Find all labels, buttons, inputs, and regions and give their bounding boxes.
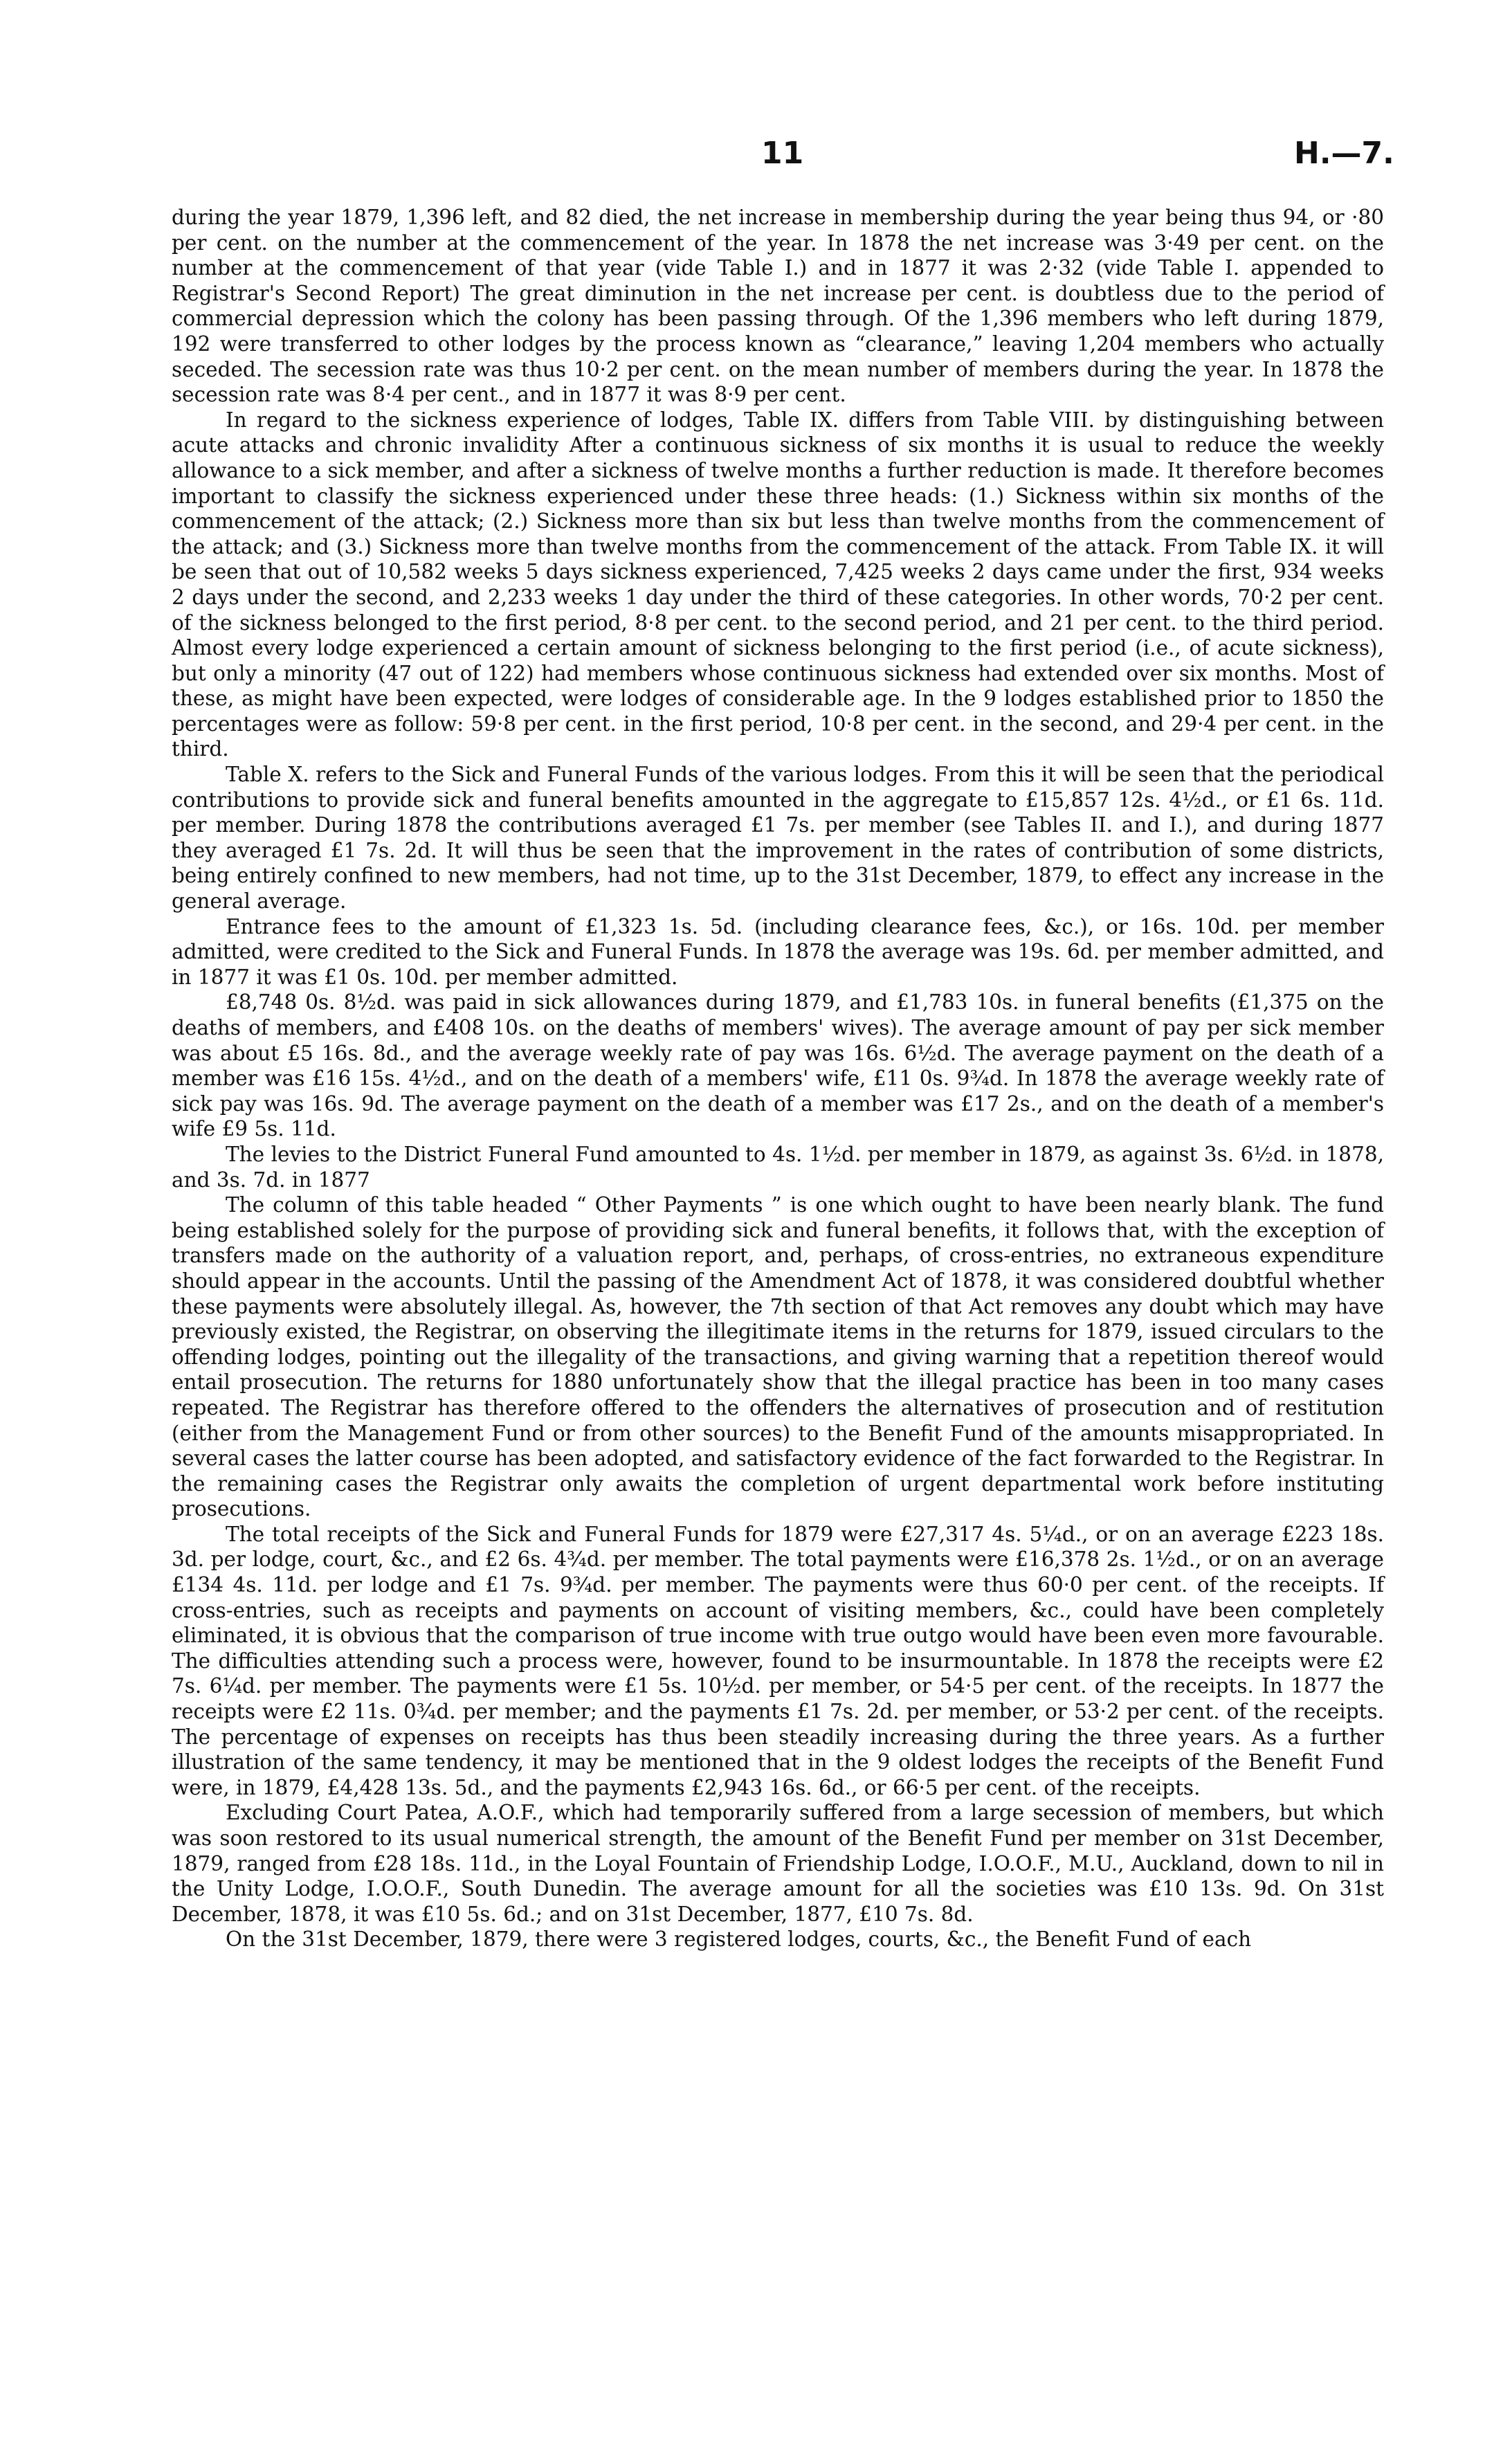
paragraph: On the 31st December, 1879, there were 3 registered lodges, courts, &c., the Benefit Fund of each — [226, 1927, 1252, 1952]
document-reference: H.—7. — [1294, 136, 1394, 171]
paragraph: The column of this table headed “ Other Payments ” is one which ought to have been nearly blank. The fund being established solely for the purpose of providing sick and funeral benefits, it follows that, with the exception of transfers made on the authority of a valuation report, and, perhaps, of cross-entries, no extraneous expenditure should appear in the accounts. Until the passing of the Amendment Act of 1878, it was considered doubtful whether these payments were absolutely illegal. As, however, the 7th section of that Act removes any doubt which may have previously existed, the Registrar, on observing the illegitimate items in the returns for 1879, issued circulars to the offending lodges, pointing out the illegality of the transactions, and giving warning that a repetition thereof would entail prosecution. The returns for 1880 unfortunately show that the illegal practice has been in too many cases repeated. The Registrar has therefore offered to the offenders the alternatives of prosecution and of restitution (either from the Management Fund or from other sources) to the Benefit Fund of the amounts misappropriated. In several cases the latter course has been adopted, and satisfactory evidence of the fact forwarded to the Registrar. In the remaining cases the Registrar only awaits the completion of urgent departmental work before instituting prosecutions. — [172, 1193, 1384, 1521]
page-number: 11 — [761, 136, 804, 171]
paragraph: Entrance fees to the amount of £1,323 1s. 5d. (including clearance fees, &c.), or 16s. 10d. per member admitted, were credited to the Sick and Funeral Funds. In 1878 the average was 19s. 6d. per member admitted, and in 1877 it was £1 0s. 10d. per member admitted. — [172, 914, 1384, 989]
body-text — [172, 205, 1384, 1952]
paragraph: The total receipts of the Sick and Funeral Funds for 1879 were £27,317 4s. 5¼d., or on an average £223 18s. 3d. per lodge, court, &c., and £2 6s. 4¾d. per member. The total payments were £16,378 2s. 1½d., or on an average £134 4s. 11d. per lodge and £1 7s. 9¾d. per member. The payments were thus 60·0 per cent. of the receipts. If cross-entries, such as receipts and payments on account of visiting members, &c., could have been completely eliminated, it is obvious that the comparison of true income with true outgo would have been even more favourable. The difficulties attending such a process were, however, found to be insurmountable. In 1878 the receipts were £2 7s. 6¼d. per member. The payments were £1 5s. 10½d. per member, or 54·5 per cent. of the receipts. In 1877 the receipts were £2 11s. 0¾d. per member; and the payments £1 7s. 2d. per member, or 53·2 per cent. of the receipts. The percentage of expenses on receipts has thus been steadily increasing during the three years. As a further illustration of the same tendency, it may be mentioned that in the 9 oldest lodges the receipts of the Benefit Fund were, in 1879, £4,428 13s. 5d., and the payments £2,943 16s. 6d., or 66·5 per cent. of the receipts. — [172, 1522, 1384, 1799]
paragraph: Excluding Court Patea, A.O.F., which had temporarily suffered from a large secession of members, but which was soon restored to its usual numerical strength, the amount of the Benefit Fund per member on 31st December, 1879, ranged from £28 18s. 11d., in the Loyal Fountain of Friendship Lodge, I.O.O.F., M.U., Auckland, down to nil in the Unity Lodge, I.O.O.F., South Dunedin. The average amount for all the societies was £10 13s. 9d. On 31st December, 1878, it was £10 5s. 6d.; and on 31st December, 1877, £10 7s. 8d. — [172, 1801, 1384, 1926]
paragraph: £8,748 0s. 8½d. was paid in sick allowances during 1879, and £1,783 10s. in funeral benefits (£1,375 on the deaths of members, and £408 10s. on the deaths of members' wives). The average amount of pay per sick member was about £5 16s. 8d., and the average weekly rate of pay was 16s. 6½d. The average payment on the death of a member was £16 15s. 4½d., and on the death of a members' wife, £11 0s. 9¾d. In 1878 the average weekly rate of sick pay was 16s. 9d. The average payment on the death of a member was £17 2s., and on the death of a member's wife £9 5s. 11d. — [172, 990, 1384, 1141]
paragraph: The levies to the District Funeral Fund amounted to 4s. 1½d. per member in 1879, as against 3s. 6½d. in 1878, and 3s. 7d. in 1877 — [172, 1142, 1384, 1192]
paragraph: In regard to the sickness experience of lodges, Table IX. differs from Table VIII. by distinguishing between acute attacks and chronic invalidity After a continuous sickness of six months it is usual to reduce the weekly allowance to a sick member, and after a sickness of twelve months a further reduction is made. It therefore becomes important to classify the sickness experienced under these three heads: (1.) Sickness within six months of the commencement of the attack; (2.) Sickness more than six but less than twelve months from the commencement of the attack; and (3.) Sickness more than twelve months from the commencement of the attack. From Table IX. it will be seen that out of 10,582 weeks 5 days sickness experienced, 7,425 weeks 2 days came under the first, 934 weeks 2 days under the second, and 2,233 weeks 1 day under the third of these categories. In other words, 70·2 per cent. of the sickness belonged to the first period, 8·8 per cent. to the second period, and 21 per cent. to the third period. Almost every lodge experienced a certain amount of sickness belonging to the first period (i.e., of acute sickness), but only a minority (47 out of 122) had members whose continuous sickness had extended over six months. Most of these, as might have been expected, were lodges of considerable age. In the 9 lodges established prior to 1850 the percentages were as follow: 59·8 per cent. in the first period, 10·8 per cent. in the second, and 29·4 per cent. in the third. — [172, 408, 1384, 761]
paragraph: Table X. refers to the Sick and Funeral Funds of the various lodges. From this it will be seen that the periodical contributions to provide sick and funeral benefits amounted in the aggregate to £15,857 12s. 4½d., or £1 6s. 11d. per member. During 1878 the contributions averaged £1 7s. per member (see Tables II. and I.), and during 1877 they averaged £1 7s. 2d. It will thus be seen that the improvement in the rates of contribution of some districts, being entirely confined to new members, had not time, up to the 31st December, 1879, to effect any increase in the general average. — [172, 763, 1384, 914]
page-header — [0, 136, 1512, 184]
paragraph: during the year 1879, 1,396 left, and 82 died, the net increase in membership during the year being thus 94, or ·80 per cent. on the number at the commencement of the year. In 1878 the net increase was 3·49 per cent. on the number at the commencement of that year (vide Table I.) and in 1877 it was 2·32 (vide Table I. appended to Registrar's Second Report) The great diminution in the net increase per cent. is doubtless due to the period of commercial depression which the colony has been passing through. Of the 1,396 members who left during 1879, 192 were transferred to other lodges by the process known as “clearance,” leaving 1,204 members who actually seceded. The secession rate was thus 10·2 per cent. on the mean number of members during the year. In 1878 the secession rate was 8·4 per cent., and in 1877 it was 8·9 per cent. — [172, 206, 1384, 407]
